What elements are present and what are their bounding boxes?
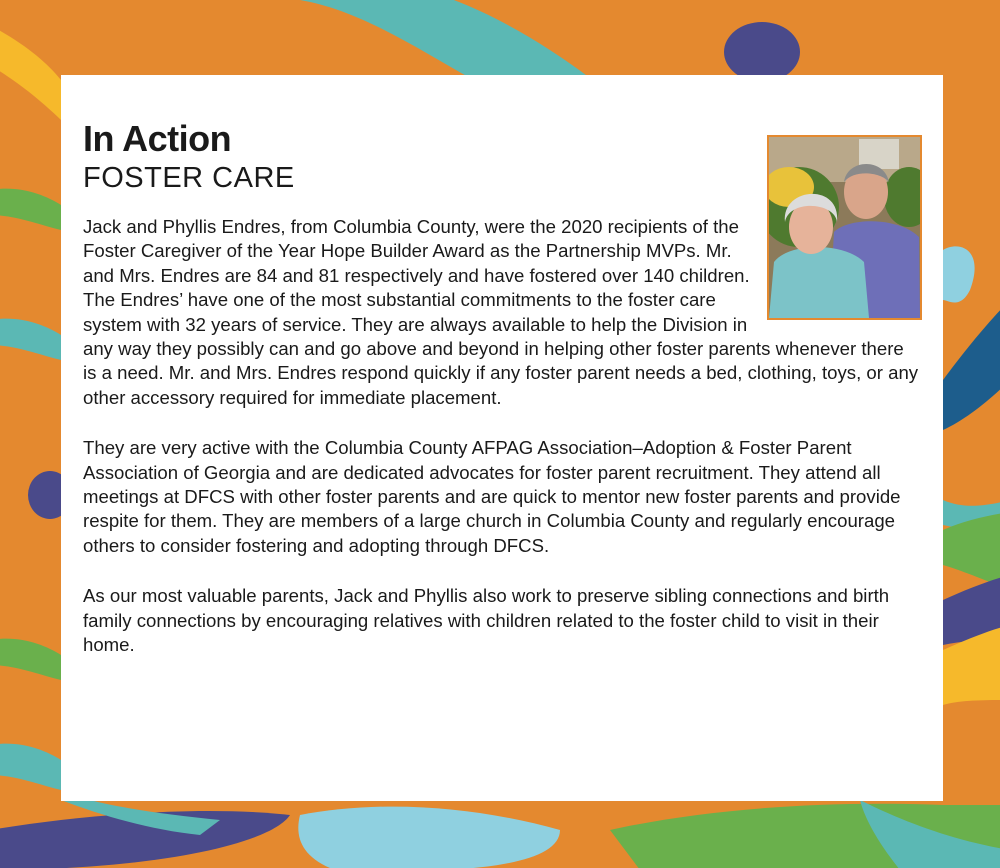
paragraph-3: As our most valuable parents, Jack and Phyllis also work to preserve sibling connections and birth family connections by encouraging relatives with children related to the foster child to visit in their home. <box>83 585 890 656</box>
green-swoosh-left-lower <box>0 639 61 680</box>
paragraph-1: Jack and Phyllis Endres, from Columbia County, were the 2020 recipients of the Foster Caregiver of the Year Hope Builder Award as the Partnership MVPs. Mr. and Mrs. Endres are 84 and 81 respectively and have fostered over 140 children. The Endres’ have one of the most substantial commitments to the foster care system with 32 years of service. They are always available to help the Division in any way they possibly can and go above and beyond in helping other foster parents whenever there is a need. Mr. and Mrs. Endres respond quickly if any foster parent needs a bed, clothing, toys, or any other accessory required for immediate placement. <box>83 216 919 408</box>
lightblue-swoosh-bottom <box>298 807 560 868</box>
page-subtitle: FOSTER CARE <box>83 162 295 194</box>
teal-swoosh-left <box>0 319 61 360</box>
darkblue-swoosh-right <box>943 300 1000 430</box>
navy-blob-top <box>724 22 800 82</box>
green-swoosh-left <box>0 189 61 230</box>
page-title: In Action <box>83 118 232 159</box>
yellow-swoosh-top-left <box>0 20 61 120</box>
article-body <box>83 215 921 658</box>
teal-swoosh-top <box>300 0 590 78</box>
paragraph-2: They are very active with the Columbia County AFPAG Association–Adoption & Foster Parent Association of Georgia and are dedicated advocates for foster parent recruitment. They attend all meetings at DFCS with other foster parents and are quick to mentor new foster parents and provide respite for them. They are members of a large church in Columbia County and regularly encourage others to consider fostering and adopting through DFCS. <box>83 437 901 556</box>
portrait-photo <box>767 135 922 320</box>
teal-swoosh-left-lower <box>0 744 61 790</box>
portrait-illustration <box>769 137 920 318</box>
teal-blob-right <box>943 246 975 302</box>
content-card <box>61 75 943 801</box>
